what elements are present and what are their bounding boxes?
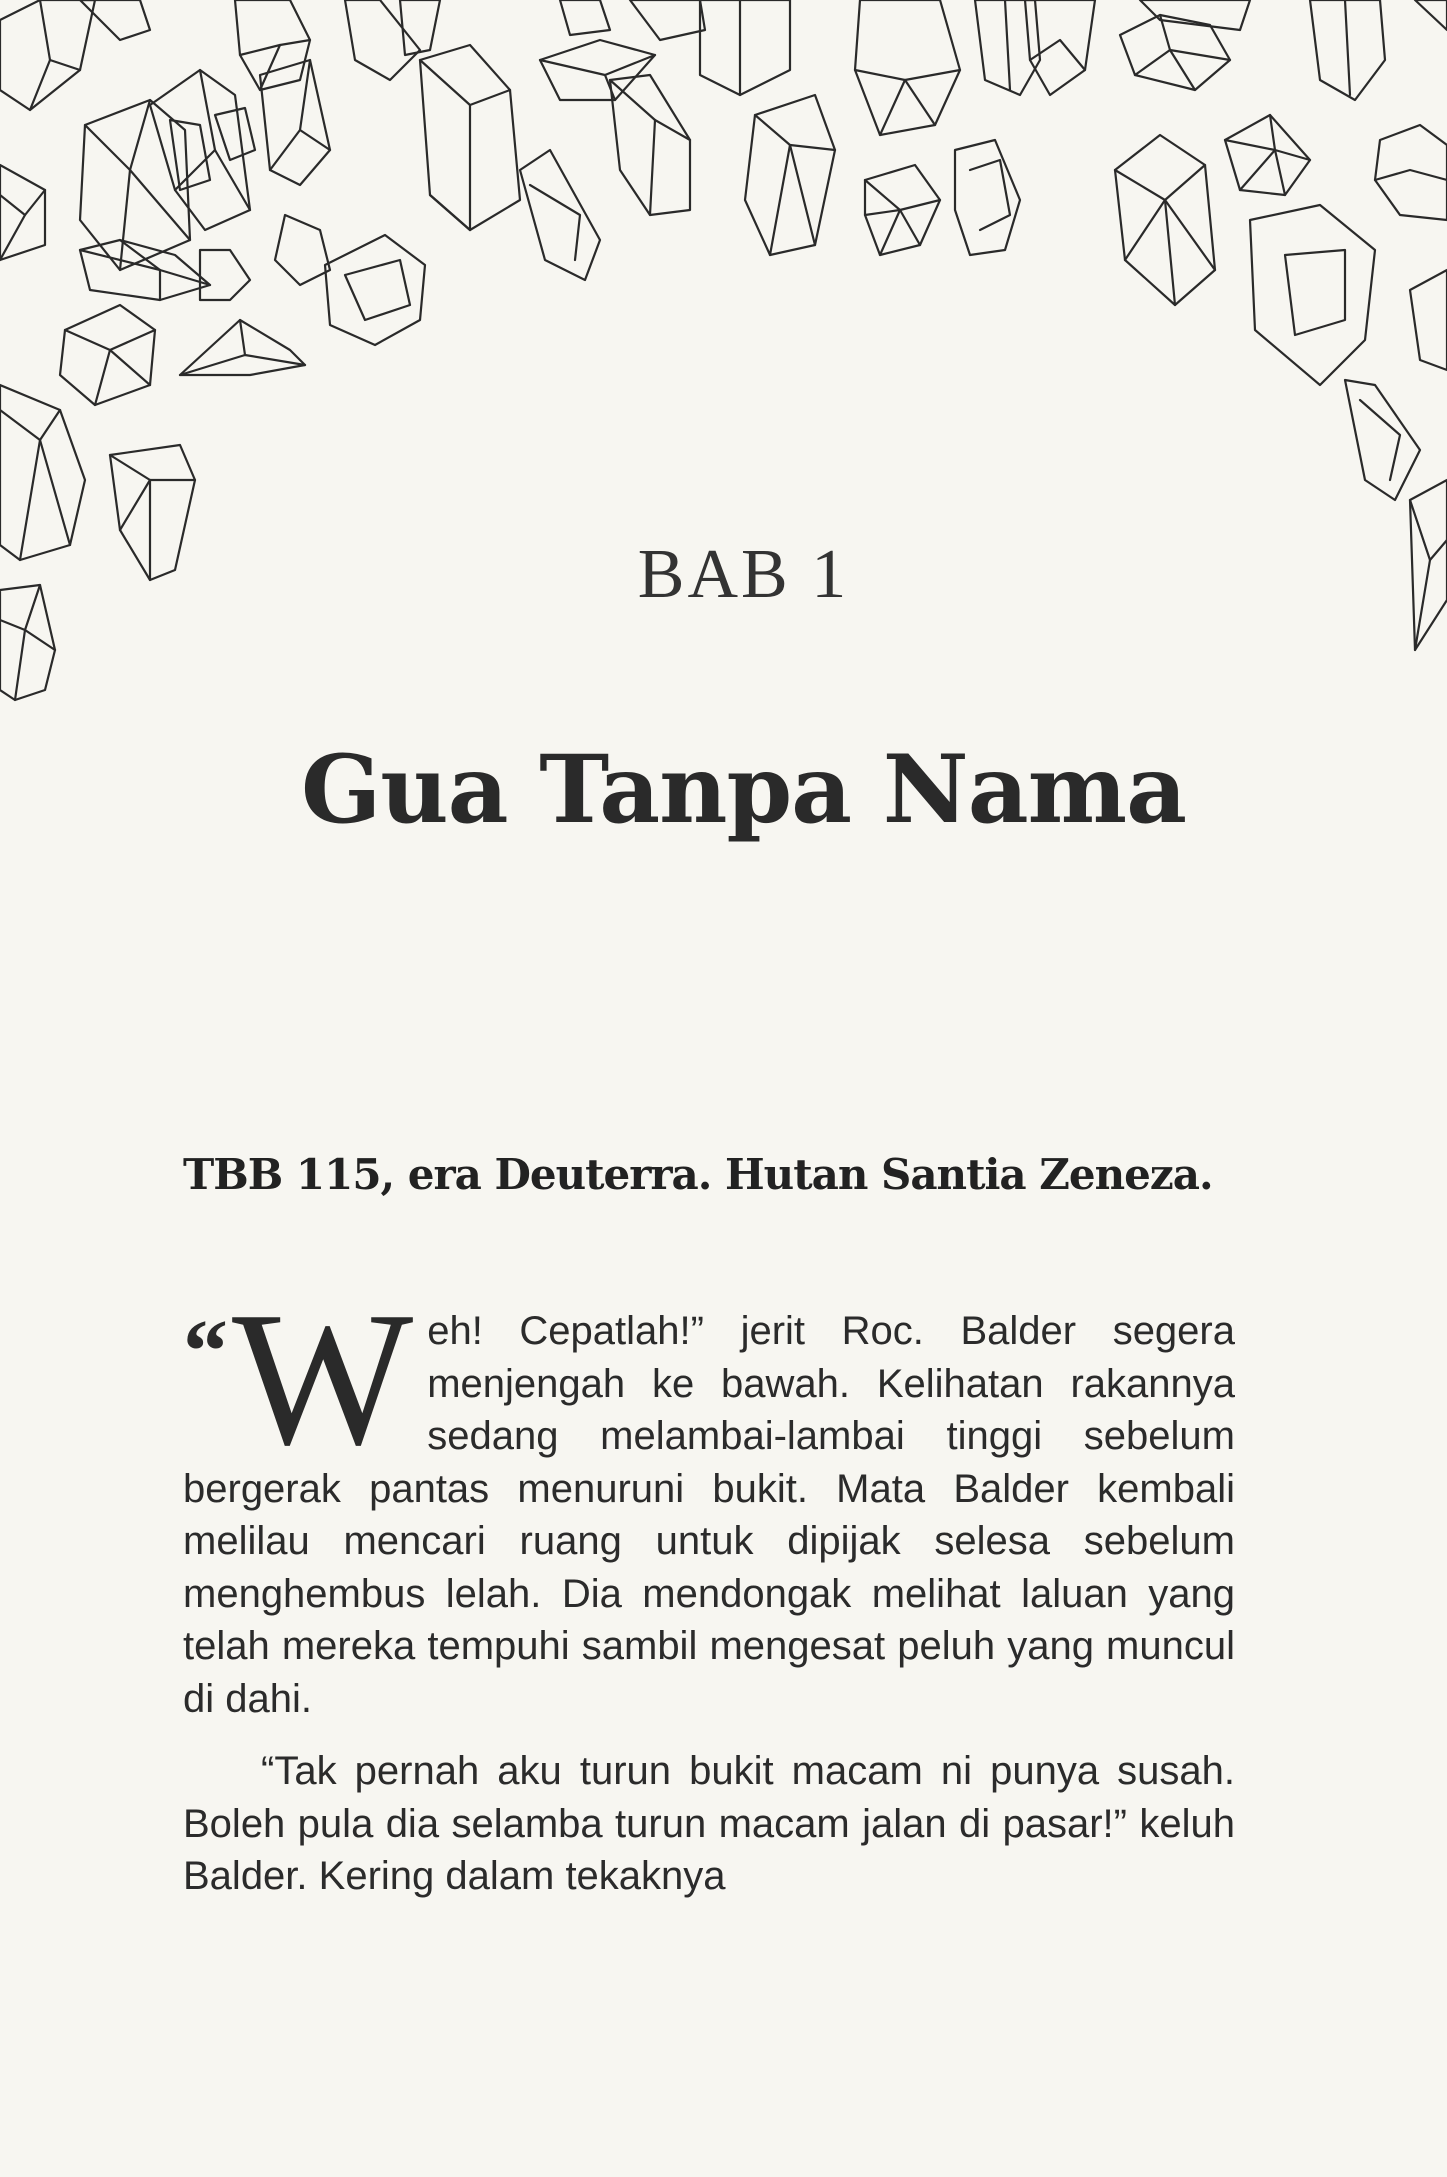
paragraph-1-text: eh! Cepatlah!” jerit Roc. Balder segera menjengah ke bawah. Kelihatan rakannya sedang melambai-lambai tinggi sebelum bergerak pantas menuruni bukit. Mata Balder kembali melilau mencari ruang untuk dipijak selesa sebelum menghembus lelah. Dia mendongak melihat laluan yang telah mereka tempuhi sambil mengesat peluh yang muncul di dahi. [183, 1309, 1235, 1721]
paragraph-2: “Tak pernah aku turun bukit macam ni punya susah. Boleh pula dia selamba turun macam jalan di pasar!” keluh Balder. Kering dalam tekaknya [183, 1749, 1235, 1898]
chapter-title: Gua Tanpa Nama [300, 735, 1186, 845]
paragraph-1 [183, 1272, 1235, 1725]
setting-line: TBB 115, era Deuterra. Hutan Santia Zeneza. [183, 1150, 1213, 1199]
drop-cap-quote: “ [183, 1302, 228, 1401]
drop-cap-letter: W [232, 1272, 414, 1485]
body-text [183, 1272, 1235, 1903]
chapter-label: BAB 1 [637, 536, 850, 613]
drop-cap [183, 1272, 414, 1485]
